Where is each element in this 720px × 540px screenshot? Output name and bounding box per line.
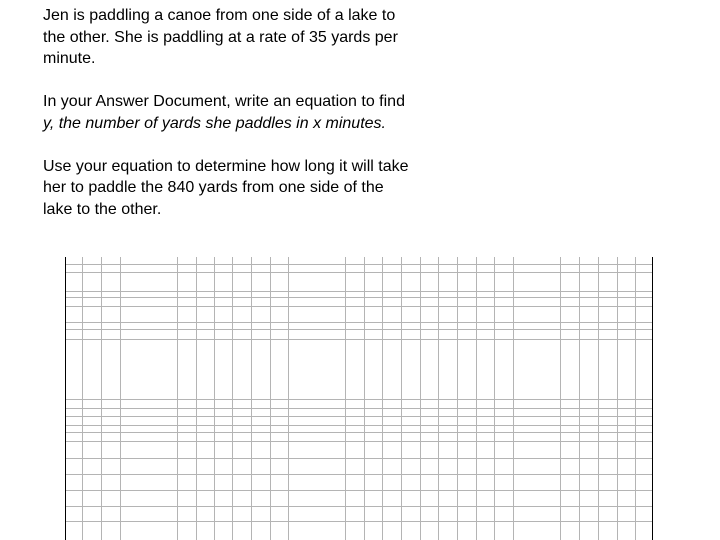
problem-text [43, 5, 413, 220]
problem-paragraph-3: Use your equation to determine how long it will take her to paddle the 840 yards from one side of the lake to the other. [43, 157, 409, 218]
para2-italic-text: , the number of yards she paddles in x minutes. [49, 114, 386, 132]
variable-y: y [43, 114, 50, 132]
problem-paragraph-1: Jen is paddling a canoe from one side of a lake to the other. She is paddling at a rate of 35 yards per minute. [43, 7, 398, 67]
para2-intro: In your Answer Document, write an equation to find [43, 93, 405, 110]
problem-paragraph-2 [43, 91, 413, 134]
